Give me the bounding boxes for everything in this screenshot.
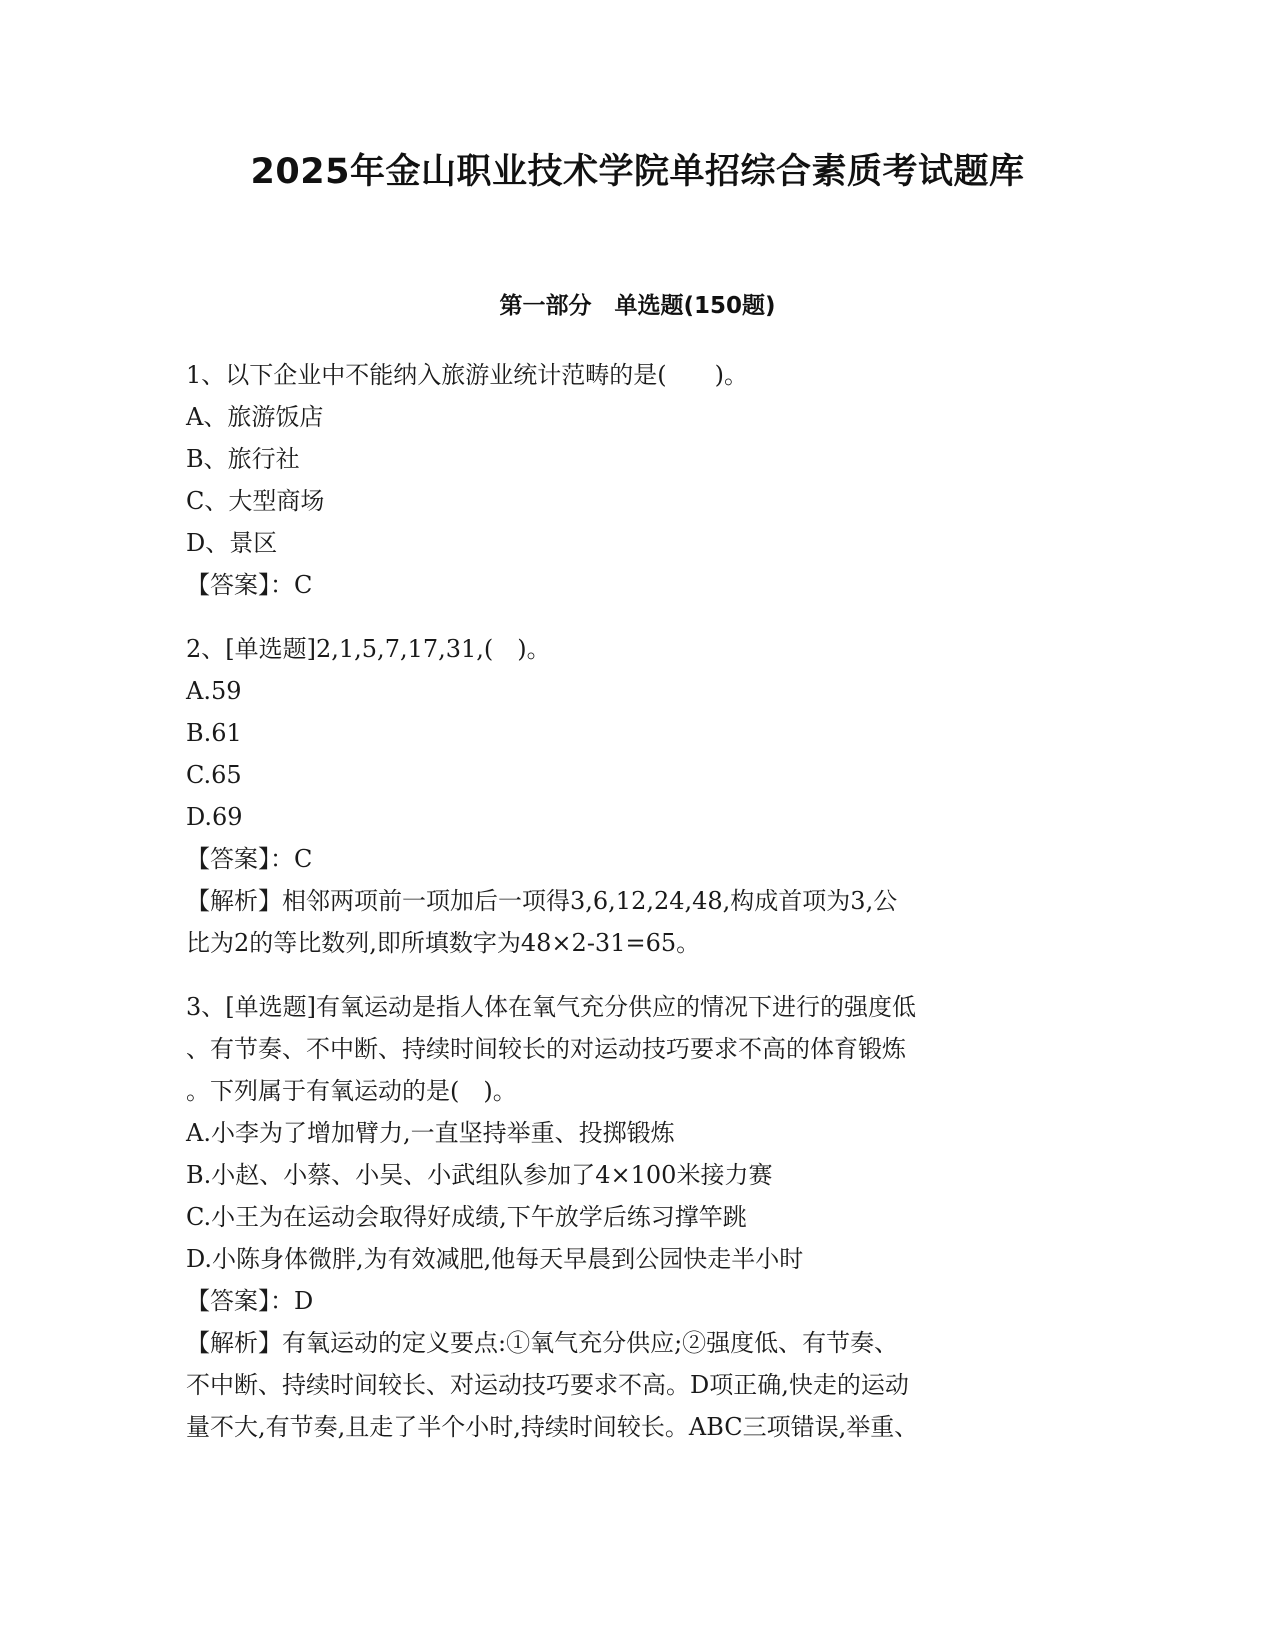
question-3-option-c: C.小王为在运动会取得好成绩,下午放学后练习撑竿跳	[186, 1203, 747, 1231]
question-1-option-a: A、旅游饭店	[186, 403, 324, 431]
question-spacer	[186, 606, 1086, 628]
question-2-answer: 【答案】：C	[186, 845, 313, 873]
question-1-option-b: B、旅行社	[186, 445, 300, 473]
question-spacer	[186, 964, 1086, 986]
question-2-option-b: B.61	[186, 719, 242, 747]
question-1-answer: 【答案】：C	[186, 571, 313, 599]
question-3-analysis-line-3: 量不大,有节奏,且走了半个小时,持续时间较长。ABC三项错误,举重、	[186, 1413, 919, 1441]
question-1	[186, 354, 1086, 606]
question-3-stem-line-1: 3、[单选题]有氧运动是指人体在氧气充分供应的情况下进行的强度低	[186, 993, 916, 1021]
section-title: 第一部分 单选题(150题)	[499, 293, 776, 319]
question-3-option-a: A.小李为了增加臂力,一直坚持举重、投掷锻炼	[186, 1119, 675, 1147]
question-list	[186, 354, 1086, 1448]
question-2-stem: 2、[单选题]2,1,5,7,17,31,( )。	[186, 635, 551, 663]
question-3	[186, 986, 1086, 1448]
document-title: 2025年金山职业技术学院单招综合素质考试题库	[250, 152, 1025, 192]
question-3-option-d: D.小陈身体微胖,为有效减肥,他每天早晨到公园快走半小时	[186, 1245, 804, 1273]
question-1-stem: 1、以下企业中不能纳入旅游业统计范畴的是( )。	[186, 361, 748, 389]
question-2-analysis-line-2: 比为2的等比数列,即所填数字为48×2-31=65。	[186, 929, 701, 957]
question-1-option-c: C、大型商场	[186, 487, 325, 515]
question-2	[186, 628, 1086, 964]
question-2-analysis-line-1: 【解析】相邻两项前一项加后一项得3,6,12,24,48,构成首项为3,公	[186, 887, 898, 915]
question-3-analysis-line-1: 【解析】有氧运动的定义要点:①氧气充分供应;②强度低、有节奏、	[186, 1329, 899, 1357]
question-3-stem-line-2: 、有节奏、不中断、持续时间较长的对运动技巧要求不高的体育锻炼	[186, 1035, 906, 1063]
question-2-option-c: C.65	[186, 761, 242, 789]
question-3-answer: 【答案】：D	[186, 1287, 314, 1315]
question-3-analysis-line-2: 不中断、持续时间较长、对运动技巧要求不高。D项正确,快走的运动	[186, 1371, 909, 1399]
question-1-option-d: D、景区	[186, 529, 278, 557]
question-3-option-b: B.小赵、小蔡、小吴、小武组队参加了4×100米接力赛	[186, 1161, 773, 1189]
question-2-option-d: D.69	[186, 803, 243, 831]
question-3-stem-line-3: 。下列属于有氧运动的是( )。	[186, 1077, 517, 1105]
question-2-option-a: A.59	[186, 677, 242, 705]
